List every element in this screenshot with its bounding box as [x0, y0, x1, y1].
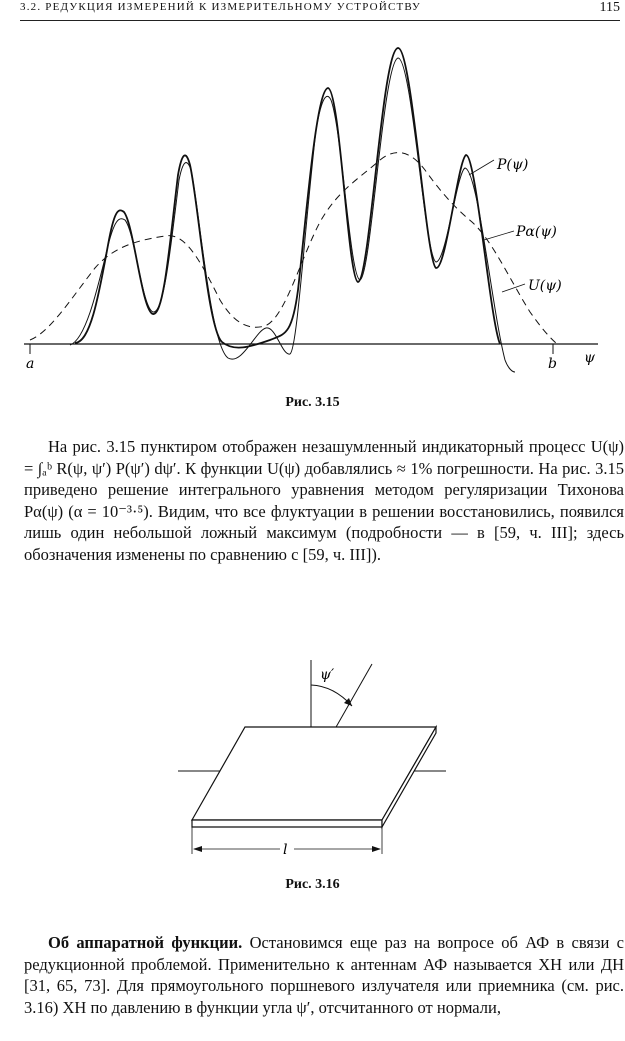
label-psi: ψ — [584, 350, 595, 366]
label-P: P(ψ) — [497, 157, 529, 173]
dim-arrow-left — [193, 846, 202, 852]
plate-front — [192, 820, 382, 827]
figure-3-16-caption: Рис. 3.16 — [285, 877, 340, 892]
paragraph-2-text: Остановимся еще раз на вопросе об АФ в связи с редукционной проблемой. Применительно к антеннам АФ называется ХН или ДН [31, 65, 73]. Для прямоугольного поршневого излучателя или приемника (см. рис. 3.16) ХН по давлению в функции угла ψ′, отсчитанного от нормали, — [24, 933, 624, 1017]
paragraph-2 — [24, 932, 624, 1018]
paragraph-1: На рис. 3.15 пунктиром отображен незашумленный индикаторный процесс U(ψ) = ∫ₐᵇ R(ψ, ψ′) P(ψ′) dψ′. К функции U(ψ) добавлялись ≈ 1% погрешности. На рис. 3.15 приведено решение интегрального уравнения методом регуляризации Тихонова Pα(ψ) (α = 10⁻³·⁵). Видим, что все флуктуации в решении восстановились, появился лишь один небольшой ложный максимум (подробности — в [59, ч. III]; здесь обозначения изменены по сравнению с [59, ч. III]). — [24, 437, 624, 564]
label-P-alpha: Pα(ψ) — [516, 224, 557, 240]
figure-3-15-caption: Рис. 3.15 — [285, 395, 340, 410]
running-title: 3.2. РЕДУКЦИЯ ИЗМЕРЕНИЙ К ИЗМЕРИТЕЛЬНОМУ УСТРОЙСТВУ — [20, 1, 422, 13]
leader-P-alpha — [484, 231, 514, 240]
leader-U — [502, 284, 525, 292]
label-a: a — [26, 356, 35, 372]
label-l: l — [283, 842, 288, 858]
running-header — [20, 0, 620, 21]
label-b: b — [548, 356, 557, 372]
paragraph-2-lead: Об аппаратной функции. — [48, 933, 243, 952]
figure-3-15 — [0, 20, 625, 400]
leader-P — [469, 160, 494, 175]
figure-3-16 — [0, 650, 625, 860]
page-number: 115 — [599, 0, 620, 15]
dim-arrow-right — [372, 846, 381, 852]
label-U: U(ψ) — [528, 278, 562, 294]
label-psi-prime: ψ′ — [320, 667, 335, 683]
curve-P — [75, 48, 500, 348]
plate-top — [192, 727, 436, 820]
curve-P-alpha — [70, 58, 515, 372]
